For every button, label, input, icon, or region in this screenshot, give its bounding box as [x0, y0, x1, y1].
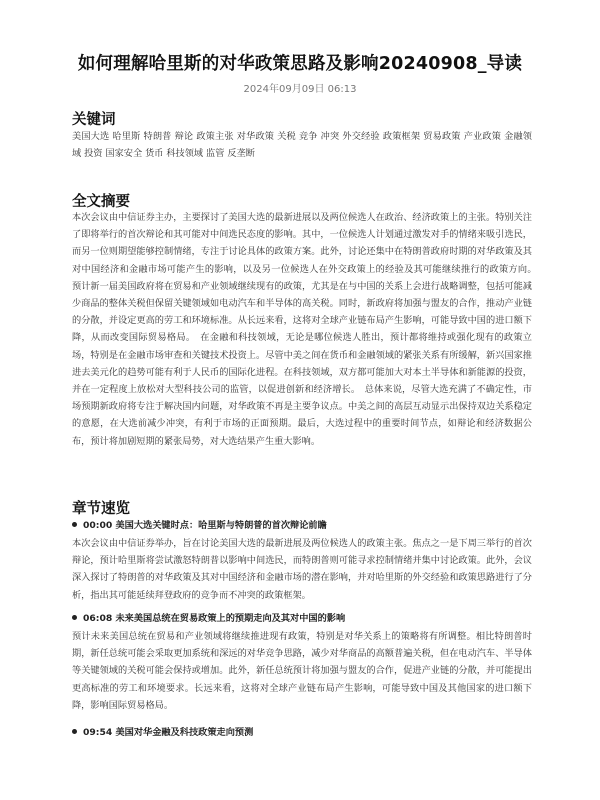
- chapter-title[interactable]: [72, 517, 532, 534]
- chapter-title[interactable]: [72, 610, 532, 627]
- chapter-item: [72, 517, 532, 604]
- abstract-heading: 全文摘要: [72, 194, 130, 210]
- chapter-body: 预计未来美国总统在贸易和产业领域将继续推进现有政策，特别是对华关系上的策略将有所调整。相比特朗普时期，新任总统可能会采取更加系统和深远的对华竞争思路，减少对华商品的高额普遍关税，但在电动汽车、半导体等关键领域的关税可能会保持或增加。此外，新任总统预计将加强与盟友的合作，促进产业链的分散，并可能提出更高标准的劳工和环境要求。长远来看，这将对全球产业链布局产生影响，可能导致中国及其他国家的进口额下降，影响国际贸易格局。: [72, 631, 532, 711]
- chapter-item: [72, 610, 532, 714]
- abstract-text: 本次会议由中信证券主办，主要探讨了美国大选的最新进展以及两位候选人在政治、经济政策上的主张。特别关注了即将举行的首次辩论和其可能对中间选民态度的影响。其中，一位候选人计划通过激发对手的情绪来吸引选民，而另一位则期望能够控制情绪，专注于讨论具体的政策方案。此外，讨论还集中在特朗普政府时期的对华政策及其对中国经济和金融市场可能产生的影响，以及另一位候选人在外交政策上的经验及其可能继续推行的政策方向。 预计新一届美国政府将在贸易和产业领域继续现有的政策，尤其是在与中国的关系上会进行战略调整，包括可能减少商品的整体关税但保留关键领域如电动汽车和半导体的高关税。同时，新政府将加强与盟友的合作，推动产业链的分散，并设定更高的劳工和环境标准。从长远来看，这将对全球产业链布局产生影响，可能导致中国的进口额下降，从而改变国际贸易格局。 在金融和科技领域，无论是哪位候选人胜出，预计都将维持或强化现有的政策立场，特别是在金融市场审查和关键技术投资上。尽管中美之间在货币和金融领域的紧张关系有所缓解，新兴国家推进去美元化的趋势可能有利于人民币的国际化进程。在科技领域，双方都可能加大对本土半导体和新能源的投资，并在一定程度上放松对大型科技公司的监管，以促进创新和经济增长。 总体来说，尽管大选充满了不确定性，市场预期新政府将专注于解决国内问题，对华政策不再是主要争议点。中美之间的高层互动显示出保持双边关系稳定的意愿，在大选前减少冲突，有利于市场的正面预期。最后，大选过程中的重要时间节点，如辩论和经济数据公布，预计将加剧短期的紧张局势，对大选结果产生重大影响。: [72, 212, 542, 447]
- keywords-text: 美国大选 哈里斯 特朗普 辩论 政策主张 对华政策 关税 竞争 冲突 外交经验 政策框架 贸易政策 产业政策 金融领域 投资 国家安全 货币 科技领域 监管 反垄断: [72, 131, 532, 160]
- chapter-item: [72, 724, 532, 741]
- bullet-icon: [72, 729, 77, 734]
- chapters-heading: 章节速览: [72, 501, 130, 517]
- keywords-heading: 关键词: [72, 112, 116, 128]
- chapter-title-text: 00:00 美国大选关键时点：哈里斯与特朗普的首次辩论前瞻: [83, 520, 327, 531]
- publish-date: 2024年09月09日 06:13: [243, 84, 357, 95]
- chapter-title-text: 06:08 未来美国总统在贸易政策上的预期走向及其对中国的影响: [83, 613, 346, 624]
- bullet-icon: [72, 522, 77, 527]
- page-title: 如何理解哈里斯的对华政策思路及影响20240908_导读: [77, 54, 523, 74]
- chapter-title[interactable]: [72, 724, 532, 741]
- chapter-body: 本次会议由中信证券举办，旨在讨论美国大选的最新进展及两位候选人的政策主张。焦点之一是下周三举行的首次辩论，预计哈里斯将尝试激怒特朗普以影响中间选民，而特朗普则可能寻求控制情绪并集中讨论政策。此外，会议深入探讨了特朗普的对华政策及其对中国经济和金融市场的潜在影响，并对哈里斯的外交经验和政策思路进行了分析，指出其可能延续拜登政府的竞争而不冲突的政策框架。: [72, 538, 532, 601]
- bullet-icon: [72, 615, 77, 620]
- chapter-title-text: 09:54 美国对华金融及科技政策走向预测: [83, 727, 254, 738]
